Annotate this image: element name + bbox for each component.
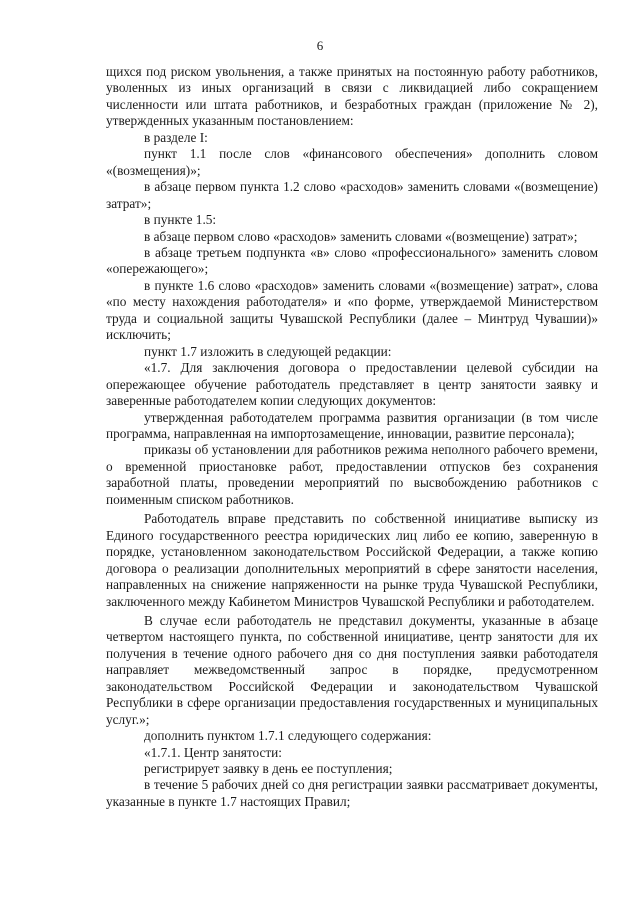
paragraph: пункт 1.7 изложить в следующей редакции:: [144, 343, 392, 359]
paragraph: в абзаце первом слово «расходов» заменить словами «(возмещение) затрат»;: [144, 228, 578, 244]
paragraph: регистрирует заявку в день ее поступления;: [144, 761, 393, 777]
paragraph: в пункте 1.5:: [144, 212, 217, 228]
paragraph: «1.7.1. Центр занятости:: [144, 744, 282, 760]
paragraph: щихся под риском увольнения, а также принятых на постоянную работу работников, уволенных из иных организаций в связи с ликвидацией либо сокращением численности или штата работников, и безработных граждан (приложение № 2), утвержденных указанным постановлением:: [106, 64, 598, 129]
paragraph: дополнить пунктом 1.7.1 следующего содержания:: [144, 728, 432, 744]
paragraph: Работодатель вправе представить по собственной инициативе выписку из Единого государственного реестра юридических лиц либо ее копию, заверенную в порядке, установленном законодательством Российской Федерации, а также копию договора о реализации дополнительных мероприятий в сфере занятости населения, направленных на снижение напряженности на рынке труда Чувашской Республики, заключенного между Кабинетом Министров Чувашской Республики и работодателем.: [106, 511, 598, 609]
paragraph: «1.7. Для заключения договора о предоставлении целевой субсидии на опережающее обучение работодатель представляет в центр занятости заявку и заверенные работодателем копии следующих документов:: [106, 360, 598, 409]
paragraph: В случае если работодатель не представил документы, указанные в абзаце четвертом настоящего пункта, по собственной инициативе, центр занятости для их получения в течение одного рабочего дня со дня поступления заявки работодателя направляет межведомственный запрос в порядке, предусмотренном законодательством Российской Федерации и законодательством Чувашской Республики в сфере организации предоставления государственных и муниципальных услуг.»;: [106, 612, 598, 727]
page-number: 6: [316, 38, 324, 53]
paragraph: в абзаце первом пункта 1.2 слово «расходов» заменить словами «(возмещение) затрат»;: [106, 179, 598, 211]
paragraph: утвержденная работодателем программа развития организации (в том числе программа, направленная на импортозамещение, инновации, развитие персонала);: [106, 409, 598, 441]
paragraph: приказы об установлении для работников режима неполного рабочего времени, о временной приостановке работ, предоставлении отпусков без сохранения заработной платы, проведении мероприятий по высвобождению работников с поименным списком работников.: [106, 442, 598, 507]
paragraph: в абзаце третьем подпункта «в» слово «профессионального» заменить словом «опережающего»;: [106, 244, 598, 277]
paragraph: пункт 1.1 после слов «финансового обеспечения» дополнить словом «(возмещения)»;: [106, 146, 598, 178]
paragraph: в пункте 1.6 слово «расходов» заменить словами «(возмещение) затрат», слова «по месту нахождения работодателя» и «по форме, утверждаемой Министерством труда и социальной защиты Чувашской Республики (далее – Минтруд Чувашии)» исключить;: [106, 277, 598, 343]
document-body: [106, 64, 598, 810]
paragraph: в течение 5 рабочих дней со дня регистрации заявки рассматривает документы, указанные в пункте 1.7 настоящих Правил;: [106, 777, 598, 809]
paragraph: в разделе I:: [144, 129, 208, 145]
